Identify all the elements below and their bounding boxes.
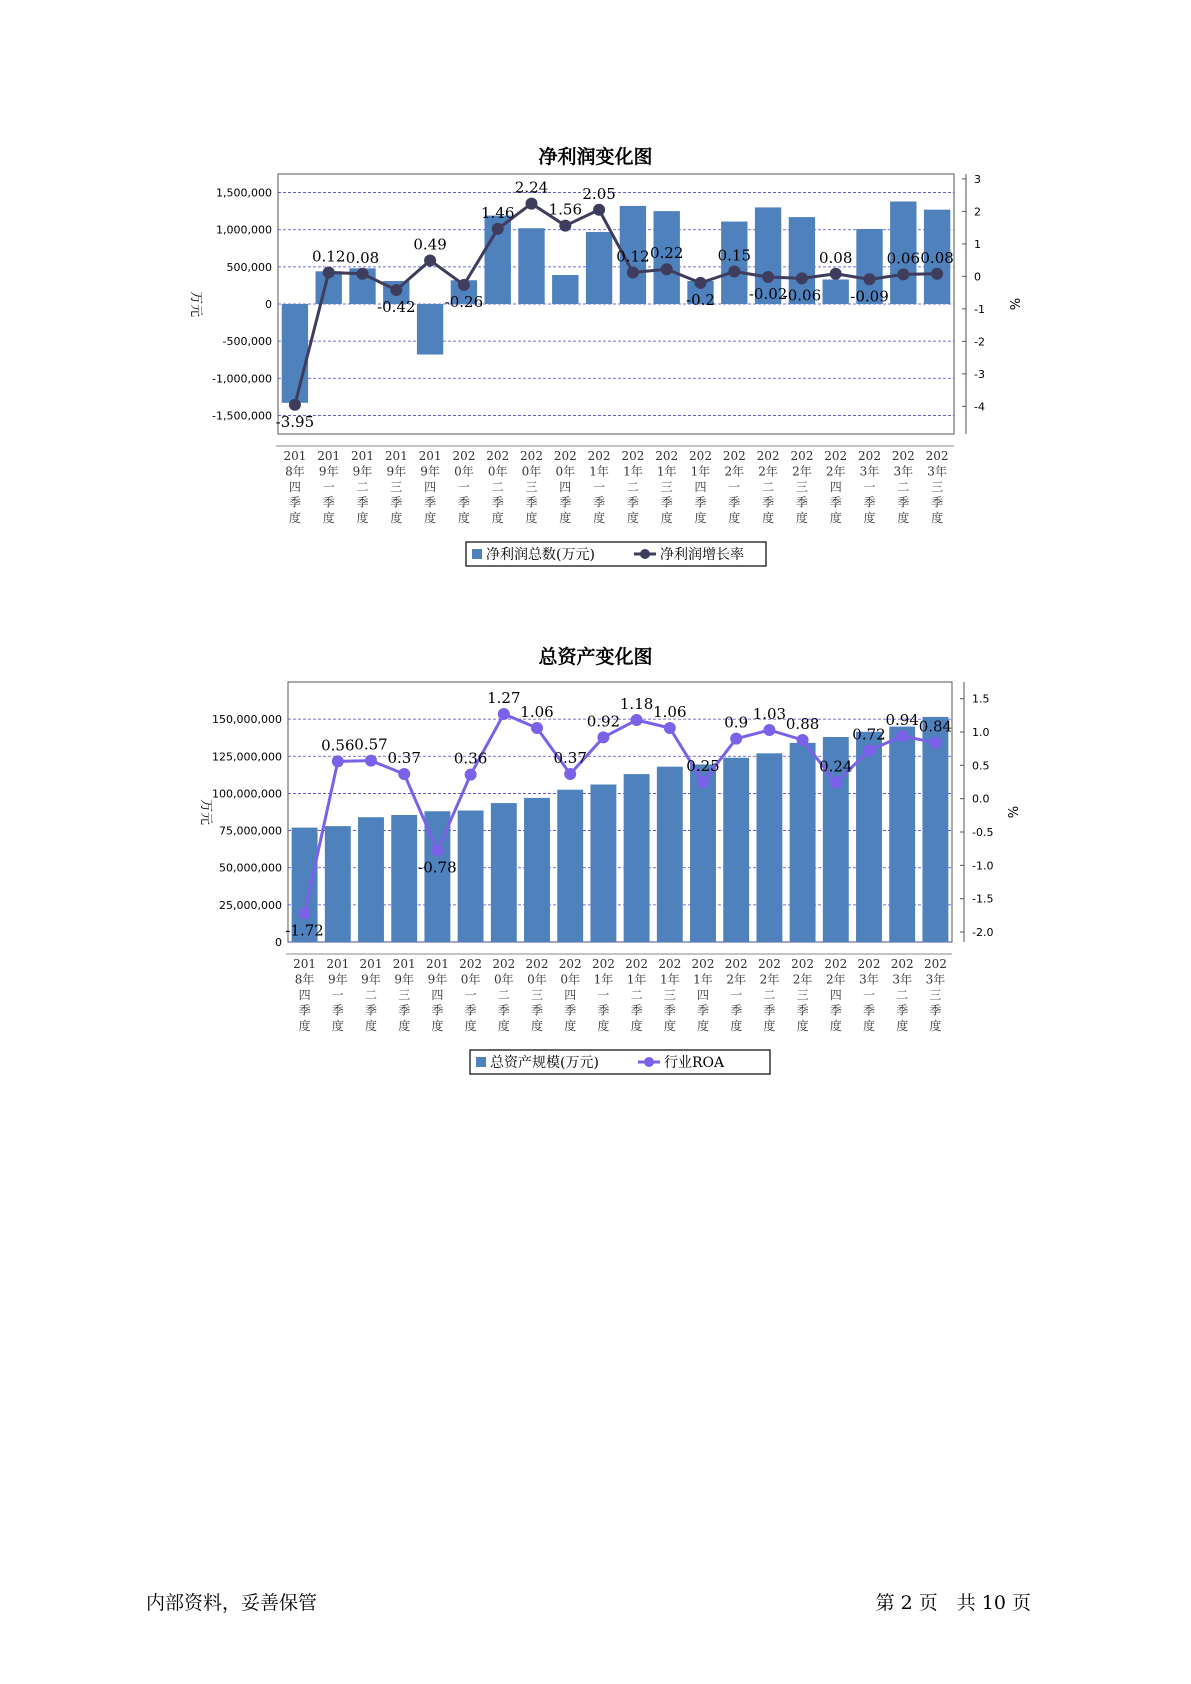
bar — [391, 815, 417, 942]
x-tick-label: 202 1年二季度 — [625, 957, 649, 1033]
y-tick-label: 1,500,000 — [216, 186, 272, 200]
y2-tick-label: -1 — [974, 302, 985, 316]
line-point — [695, 277, 707, 289]
x-tick-label: 202 0年四季度 — [553, 449, 577, 525]
y-tick-label: 500,000 — [226, 260, 272, 274]
x-tick-label: 202 0年三季度 — [520, 449, 543, 525]
data-label: 1.27 — [487, 689, 521, 707]
legend-label: 净利润增长率 — [660, 547, 744, 563]
bar — [856, 732, 882, 942]
data-label: 1.18 — [619, 695, 654, 713]
y-tick-label: 50,000,000 — [219, 861, 282, 875]
data-label: 0.15 — [717, 246, 752, 265]
x-tick-label: 201 9年三季度 — [384, 449, 408, 525]
x-tick-label: 201 9年一季度 — [317, 449, 341, 525]
x-tick-label: 202 1年四季度 — [691, 957, 715, 1033]
y2-tick-label: 2 — [974, 205, 981, 219]
line-point — [830, 268, 842, 280]
data-label: 2.05 — [582, 184, 616, 203]
y2-tick-label: 0.0 — [972, 792, 990, 806]
data-label: 0.84 — [918, 717, 953, 736]
x-tick-label: 202 0年三季度 — [525, 957, 549, 1033]
bar — [325, 826, 351, 942]
x-tick-label: 202 2年一季度 — [722, 449, 746, 525]
y-tick-label: 150,000,000 — [212, 713, 282, 727]
data-label: 1.06 — [653, 703, 687, 721]
line-point — [357, 268, 369, 280]
data-label: -0.02 — [748, 285, 788, 304]
data-label: -3.95 — [275, 412, 315, 431]
bar — [756, 753, 782, 942]
y2-tick-label: -2 — [974, 335, 985, 349]
x-tick-label: 202 2年二季度 — [756, 449, 780, 525]
data-label: 0.49 — [413, 235, 447, 254]
x-tick-label: 202 1年三季度 — [655, 449, 679, 525]
chart-title: 净利润变化图 — [538, 146, 653, 168]
data-label: -0.06 — [782, 286, 822, 305]
line-point — [864, 273, 876, 285]
total-assets-chart-canvas — [0, 630, 1191, 1100]
line-point — [931, 268, 943, 280]
footer-page-number: 第 2 页 共 10 页 — [875, 1592, 1031, 1614]
line-point — [390, 284, 402, 296]
line-point — [797, 734, 809, 746]
line-point — [763, 724, 775, 736]
bar — [557, 790, 583, 942]
y2-tick-label: 3 — [974, 172, 981, 186]
line-point — [289, 399, 301, 411]
line-point — [697, 776, 709, 788]
data-label: 1.56 — [548, 200, 583, 219]
data-label: -0.09 — [850, 287, 889, 306]
data-label: 0.08 — [345, 248, 380, 267]
data-label: 1.46 — [480, 203, 515, 222]
x-tick-label: 201 9年二季度 — [359, 957, 383, 1033]
legend-label: 行业ROA — [664, 1055, 725, 1071]
x-tick-label: 202 1年三季度 — [658, 957, 682, 1033]
legend-bar-swatch — [476, 1057, 486, 1067]
y2-axis-title: % — [1004, 805, 1019, 819]
line-point — [332, 755, 344, 767]
y2-tick-label: 1 — [974, 237, 981, 251]
data-label: 0.9 — [724, 713, 749, 732]
y2-tick-label: 0 — [974, 270, 981, 284]
x-tick-label: 201 9年四季度 — [425, 957, 449, 1033]
line-point — [929, 737, 941, 749]
data-label: 2.24 — [514, 178, 549, 197]
line-point — [627, 266, 639, 278]
data-label: 0.12 — [616, 247, 650, 266]
line-point — [593, 204, 605, 216]
line-point — [299, 907, 311, 919]
x-tick-label: 202 1年二季度 — [621, 449, 645, 525]
line-point — [664, 722, 676, 734]
bar — [491, 803, 517, 942]
x-tick-label: 201 8年四季度 — [293, 957, 317, 1033]
y-tick-label: 1,000,000 — [216, 223, 272, 237]
x-tick-label: 202 0年四季度 — [558, 957, 582, 1033]
bar — [790, 743, 816, 942]
x-tick-label: 201 9年四季度 — [418, 449, 442, 525]
bar — [690, 764, 716, 942]
x-tick-label: 202 3年三季度 — [923, 957, 947, 1033]
y2-tick-label: -1.5 — [972, 892, 994, 906]
x-tick-label: 202 1年四季度 — [689, 449, 712, 525]
line-point — [365, 755, 377, 767]
data-label: 1.03 — [752, 705, 787, 723]
data-label: -1.72 — [285, 921, 324, 940]
x-tick-label: 202 3年一季度 — [858, 449, 881, 525]
data-label: 1.06 — [520, 703, 554, 721]
bar — [518, 228, 544, 304]
line-point — [559, 220, 571, 232]
x-tick-label: 202 2年三季度 — [790, 449, 814, 525]
data-label: 0.06 — [886, 249, 921, 268]
x-tick-label: 202 3年二季度 — [891, 449, 915, 525]
line-point — [531, 722, 543, 734]
data-label: 0.08 — [920, 248, 954, 267]
data-label: 0.56 — [321, 736, 355, 755]
y2-tick-label: -4 — [974, 400, 985, 414]
y2-tick-label: -1.0 — [972, 859, 994, 873]
data-label: 0.57 — [354, 735, 388, 754]
x-tick-label: 202 2年四季度 — [824, 449, 848, 525]
data-label: 0.92 — [586, 712, 621, 731]
y-axis-title: 万元 — [188, 290, 203, 318]
y-tick-label: 0 — [265, 298, 272, 311]
bar — [624, 774, 650, 942]
x-tick-label: 202 2年四季度 — [824, 957, 848, 1033]
data-label: 0.88 — [785, 715, 820, 733]
data-label: 0.12 — [311, 247, 346, 266]
line-point — [897, 268, 909, 280]
data-label: 0.36 — [453, 749, 488, 768]
data-label: 0.25 — [686, 757, 720, 775]
x-tick-label: 202 2年二季度 — [757, 957, 781, 1033]
bar — [590, 785, 616, 942]
data-label: -0.78 — [418, 858, 457, 877]
x-tick-label: 202 3年一季度 — [857, 957, 881, 1033]
data-label: 0.22 — [649, 244, 684, 263]
line-point — [492, 223, 504, 235]
bar — [889, 727, 915, 942]
bar — [922, 717, 948, 942]
line-point — [730, 733, 742, 745]
total-assets-chart — [0, 630, 1191, 1100]
data-label: 0.72 — [852, 725, 886, 744]
line-point — [498, 708, 510, 720]
net-profit-chart — [0, 130, 1191, 590]
y-axis-title: 万元 — [198, 798, 213, 826]
legend — [470, 1050, 770, 1074]
x-tick-label: 202 1年一季度 — [591, 957, 615, 1033]
chart-title: 总资产变化图 — [538, 646, 653, 668]
line-point — [796, 272, 808, 284]
line-point — [896, 730, 908, 742]
y-tick-label: 0 — [275, 936, 282, 949]
line-point — [323, 266, 335, 278]
x-tick-label: 201 9年一季度 — [326, 957, 350, 1033]
data-label: 0.94 — [885, 711, 919, 729]
net-profit-chart-canvas — [0, 130, 1191, 590]
data-label: 0.37 — [387, 749, 421, 767]
line-point — [465, 769, 477, 781]
x-tick-label: 202 2年一季度 — [724, 957, 748, 1033]
y-tick-label: 25,000,000 — [219, 898, 282, 912]
x-tick-label: 202 0年二季度 — [492, 957, 516, 1033]
bar — [358, 817, 384, 942]
bar — [586, 232, 612, 304]
y-tick-label: 125,000,000 — [212, 750, 282, 764]
x-tick-label: 202 0年二季度 — [486, 449, 510, 525]
bar — [657, 767, 683, 942]
legend-bar-swatch — [472, 549, 482, 559]
y-tick-label: -1,000,000 — [212, 372, 272, 386]
legend-line-marker — [640, 549, 650, 559]
data-label: 0.24 — [819, 757, 853, 776]
y2-tick-label: 1.5 — [972, 692, 990, 706]
y-tick-label: 75,000,000 — [219, 824, 282, 838]
data-label: -0.26 — [444, 292, 484, 311]
data-label: -0.2 — [686, 290, 715, 309]
y-tick-label: -500,000 — [222, 335, 272, 349]
bar — [723, 758, 749, 942]
x-tick-label: 202 0年一季度 — [459, 957, 483, 1033]
y2-axis-title: % — [1006, 297, 1021, 311]
line-point — [564, 768, 576, 780]
data-label: 0.37 — [553, 749, 587, 767]
legend-label: 净利润总数(万元) — [486, 547, 595, 563]
line-point — [398, 768, 410, 780]
data-label: -0.42 — [377, 298, 416, 317]
bar — [282, 304, 308, 403]
y2-tick-label: 1.0 — [972, 726, 990, 739]
legend-line-marker — [644, 1057, 654, 1067]
footer-confidential-note: 内部资料，妥善保管 — [146, 1592, 318, 1614]
line-point — [631, 714, 643, 726]
x-tick-label: 201 9年二季度 — [351, 449, 374, 525]
line-point — [661, 263, 673, 275]
x-tick-label: 202 3年三季度 — [925, 449, 949, 525]
data-label: 0.08 — [818, 248, 853, 267]
bar — [524, 798, 550, 942]
x-tick-label: 202 3年二季度 — [890, 957, 914, 1033]
y-tick-label: 100,000,000 — [212, 787, 282, 801]
line-point — [728, 266, 740, 278]
bar — [823, 279, 849, 304]
x-tick-label: 202 0年一季度 — [452, 449, 476, 525]
line-point — [431, 845, 443, 857]
x-tick-label: 202 1年一季度 — [587, 449, 611, 525]
x-tick-label: 202 2年三季度 — [791, 957, 815, 1033]
x-tick-label: 201 8年四季度 — [283, 449, 307, 525]
line-point — [458, 279, 470, 291]
line-point — [424, 254, 436, 266]
legend-label: 总资产规模(万元) — [490, 1055, 599, 1071]
legend — [466, 542, 766, 566]
x-tick-label: 201 9年三季度 — [392, 957, 416, 1033]
line-point — [526, 198, 538, 210]
y2-tick-label: -3 — [974, 367, 985, 381]
bar — [552, 275, 578, 304]
y2-tick-label: -0.5 — [972, 826, 994, 839]
line-point — [830, 777, 842, 789]
line-point — [597, 731, 609, 743]
y-tick-label: -1,500,000 — [212, 409, 272, 423]
line-point — [863, 745, 875, 757]
bar — [458, 811, 484, 942]
bar — [417, 304, 443, 355]
y2-tick-label: -2.0 — [972, 926, 994, 939]
line-point — [762, 271, 774, 283]
y2-tick-label: 0.5 — [972, 759, 990, 773]
